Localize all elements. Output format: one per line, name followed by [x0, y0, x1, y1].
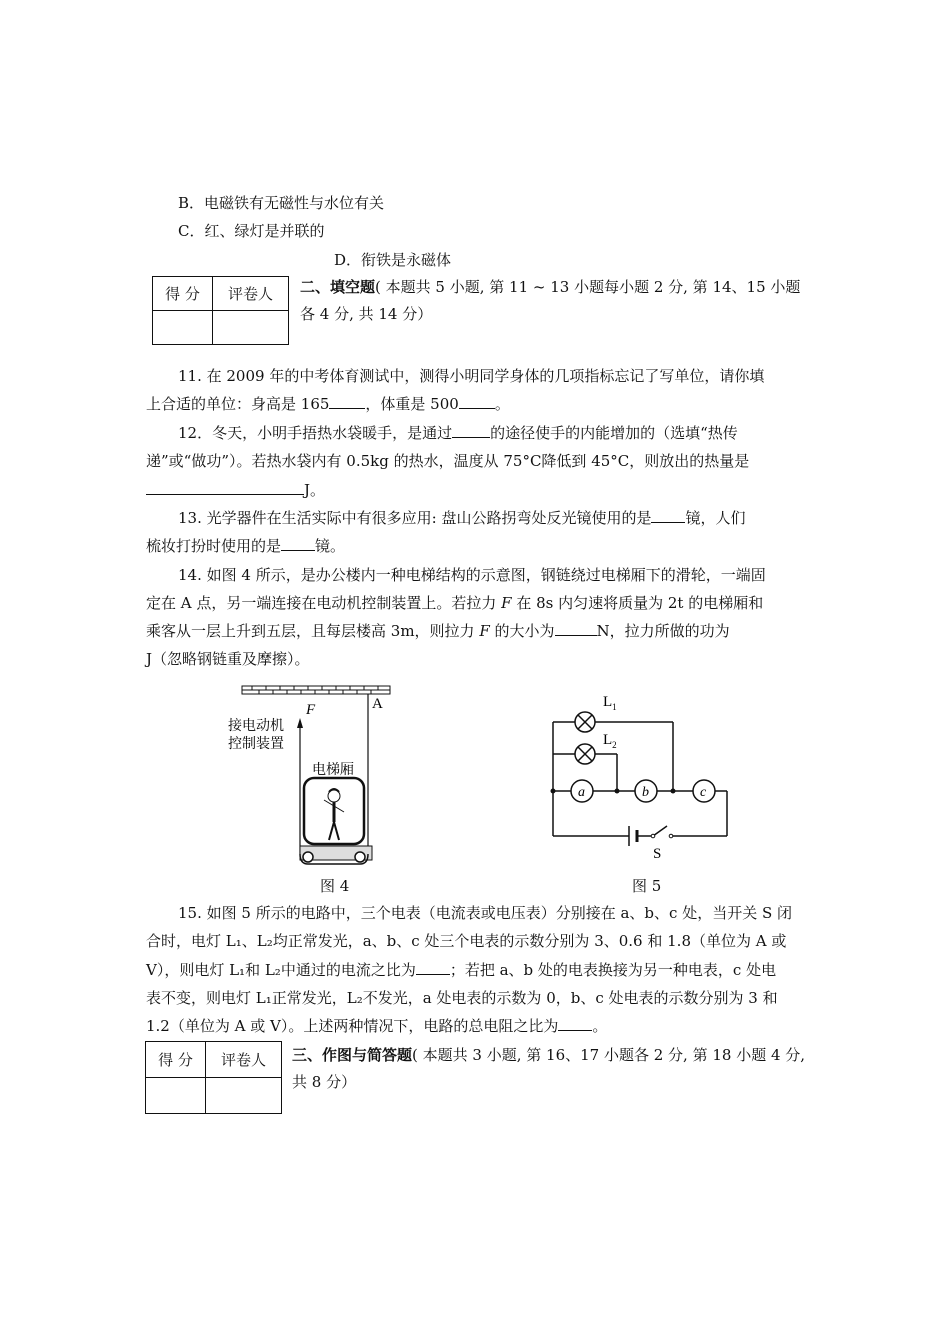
option-d: D．衔铁是永磁体	[334, 251, 452, 269]
q13-line1: 13. 光学器件在生活实际中有很多应用: 盘山公路拐弯处反光镜使用的是 镜，人们	[178, 509, 746, 527]
q15-line5: 1.2（单位为 A 或 V）。上述两种情况下，电路的总电阻之比为 。	[146, 1017, 608, 1035]
score-table-1	[152, 276, 289, 345]
score-cell[interactable]	[146, 1078, 206, 1114]
q11-line2: 上合适的单位：身高是 165 ，体重是 500 。	[146, 395, 510, 413]
section2-desc1: ( 本题共 5 小题, 第 11 ~ 13 小题每小题 2 分, 第 14、15 小题	[375, 278, 801, 296]
blank[interactable]	[416, 960, 450, 975]
q12-line2: 递”或“做功”）。若热水袋内有 0.5kg 的热水，温度从 75°C降低到 45°C，则放出的热量是	[146, 452, 750, 470]
q13-line2: 梳妆打扮时使用的是 镜。	[146, 537, 346, 555]
q15-line1: 15. 如图 5 所示的电路中，三个电表（电流表或电压表）分别接在 a、b、c 处，当开关 S 闭	[178, 904, 793, 922]
lamp-l2-icon	[575, 744, 595, 764]
q14-line4: J（忽略钢链重及摩擦）。	[146, 650, 310, 668]
q12-line1: 12．冬天，小明手捂热水袋暖手，是通过 的途径使手的内能增加的（选填“热传	[178, 424, 738, 442]
q12-line3: J。	[146, 479, 325, 501]
q15-line4: 表不变，则电灯 L₁正常发光，L₂不发光，a 处电表的示数为 0，b、c 处电表的示数分别为 3 和	[146, 989, 778, 1007]
switch-icon	[669, 834, 673, 838]
label-car: 电梯厢	[312, 762, 354, 778]
pulley-right	[355, 852, 365, 862]
q14-line3: 乘客从一层上升到五层，且每层楼高 3m，则拉力 F 的大小为 N，拉力所做的功为	[146, 622, 730, 640]
score-header: 得 分	[153, 277, 213, 311]
section2-title: 二、填空题	[300, 278, 376, 296]
score-header: 得 分	[146, 1042, 206, 1078]
option-b: B．电磁铁有无磁性与水位有关	[178, 194, 385, 212]
grader-cell[interactable]	[213, 311, 289, 345]
label-a: A	[372, 696, 383, 712]
blank[interactable]	[459, 394, 495, 409]
fig4-caption: 图 4	[320, 877, 350, 895]
score-table-2	[145, 1041, 282, 1114]
arrow-up-icon	[297, 718, 303, 728]
grader-header: 评卷人	[213, 277, 289, 311]
label-motor-2: 控制装置	[228, 736, 284, 752]
label-f: F	[306, 702, 316, 718]
blank[interactable]	[555, 621, 597, 636]
q14-line1: 14. 如图 4 所示，是办公楼内一种电梯结构的示意图，钢链绕过电梯厢下的滑轮，一端固	[178, 566, 766, 584]
blank[interactable]	[651, 508, 685, 523]
q15-line2: 合时，电灯 L₁、L₂均正常发光，a、b、c 处三个电表的示数分别为 3、0.6 和 1.8（单位为 A 或	[146, 932, 787, 950]
section3-header	[292, 1042, 822, 1096]
circuit-diagram	[545, 684, 735, 862]
q11-line1: 11. 在 2009 年的中考体育测试中，测得小明同学身体的几项指标忘记了写单位，请你填	[178, 367, 765, 385]
section2-header	[300, 274, 820, 328]
label-l1: $L_1$	[603, 694, 617, 712]
grader-cell[interactable]	[206, 1078, 282, 1114]
fig5-caption: 图 5	[632, 877, 662, 895]
blank[interactable]	[146, 480, 304, 495]
grader-header: 评卷人	[206, 1042, 282, 1078]
label-l2: $L_2$	[603, 732, 617, 750]
section3-title: 三、作图与简答题	[292, 1046, 413, 1064]
label-switch: S	[653, 846, 662, 862]
elevator-diagram	[228, 682, 398, 874]
label-motor-1: 接电动机	[228, 718, 284, 734]
blank[interactable]	[558, 1016, 592, 1031]
section2-desc2: 各 4 分, 共 14 分）	[300, 305, 433, 323]
section3-desc2: 共 8 分）	[292, 1073, 357, 1091]
label-meter-c: c	[700, 785, 707, 800]
section3-desc1: ( 本题共 3 小题, 第 16、17 小题各 2 分, 第 18 小题 4 分,	[412, 1046, 806, 1064]
blank[interactable]	[452, 423, 490, 438]
score-cell[interactable]	[153, 311, 213, 345]
label-meter-b: b	[642, 785, 649, 800]
option-c: C．红、绿灯是并联的	[178, 222, 325, 240]
blank[interactable]	[281, 536, 315, 551]
blank[interactable]	[329, 394, 365, 409]
pulley-left	[303, 852, 313, 862]
label-meter-a: a	[578, 785, 585, 800]
q14-line2: 定在 A 点，另一端连接在电动机控制装置上。若拉力 F 在 8s 内匀速将质量为 2t 的电梯厢和	[146, 594, 764, 612]
lamp-l1-icon	[575, 712, 595, 732]
q15-line3: V），则电灯 L₁和 L₂中通过的电流之比为 ；若把 a、b 处的电表换接为另一种电表，c 处电	[146, 961, 777, 979]
